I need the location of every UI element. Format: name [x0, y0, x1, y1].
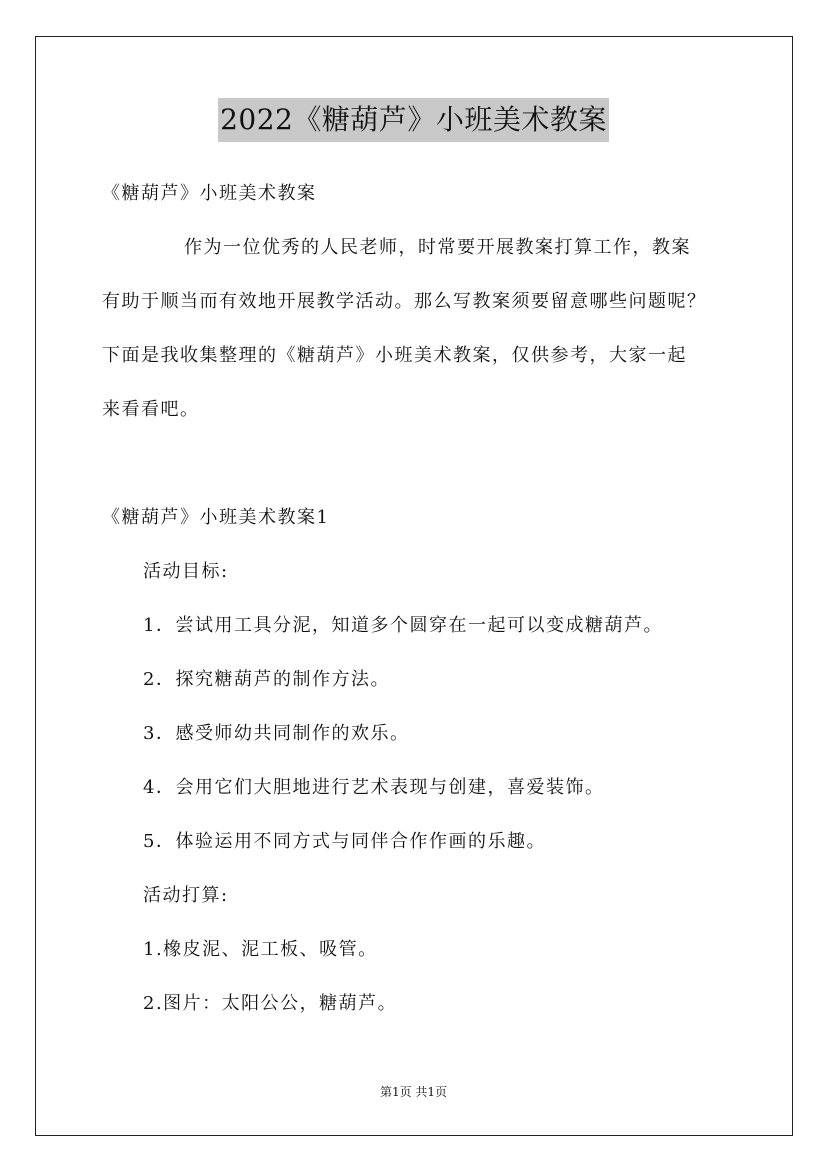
- intro-line: 来看看吧。: [102, 399, 200, 420]
- goal-item: 5．体验运用不同方式与同伴合作作画的乐趣。: [143, 831, 546, 852]
- goal-item: 3．感受师幼共同制作的欢乐。: [143, 723, 410, 744]
- goals-heading: 活动目标:: [143, 561, 229, 582]
- intro-line: 下面是我收集整理的《糖葫芦》小班美术教案，仅供参考，大家一起: [102, 345, 687, 366]
- prep-item: 2.图片：太阳公公，糖葫芦。: [143, 993, 398, 1014]
- title-container: [0, 98, 827, 142]
- goal-item: 1．尝试用工具分泥，知道多个圆穿在一起可以变成糖葫芦。: [143, 615, 663, 636]
- prep-heading: 活动打算:: [143, 885, 229, 906]
- goal-item: 2．探究糖葫芦的制作方法。: [143, 669, 390, 690]
- intro-line: 作为一位优秀的人民老师，时常要开展教案打算工作，教案: [184, 237, 691, 258]
- document-subtitle: 《糖葫芦》小班美术教案: [102, 183, 317, 204]
- prep-item: 1.橡皮泥、泥工板、吸管。: [143, 939, 378, 960]
- goal-item: 4．会用它们大胆地进行艺术表现与创建，喜爱装饰。: [143, 777, 605, 798]
- section-title: 《糖葫芦》小班美术教案1: [102, 507, 330, 528]
- page-number-footer: 第1页 共1页: [379, 1085, 448, 1099]
- intro-line: 有助于顺当而有效地开展教学活动。那么写教案须要留意哪些问题呢？: [102, 291, 707, 312]
- document-title: 2022《糖葫芦》小班美术教案: [218, 98, 609, 142]
